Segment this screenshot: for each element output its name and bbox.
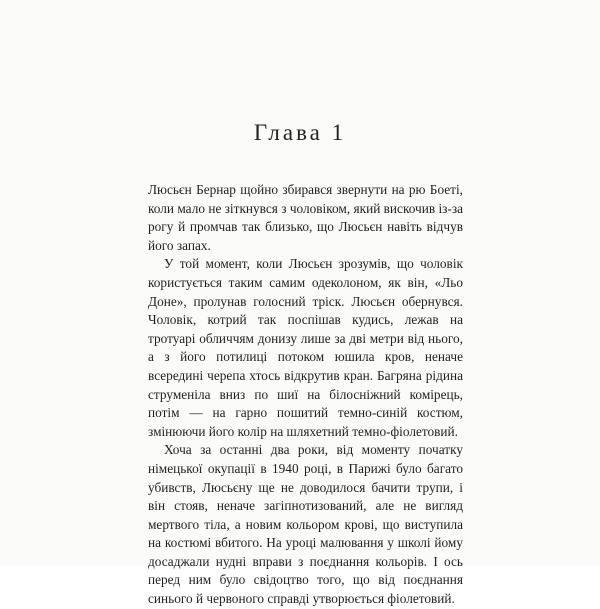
paragraph-2: У той момент, коли Люсьєн зрозумів, що чоловік користується таким самим одеколоном, як він, «Льо Доне», пролунав голосний тріск. Люсьєн обернувся. Чоловік, котрий так поспішав кудись, лежав на тротуарі обличчям донизу лише за дві метри від нього, а з його потилиці потоком юшила кров, неначе всередині черепа хтось відкрутив кран. Багряна рідина струменіла вниз по шиї на білосніжний комірець, потім — на гарно пошитий темно-синій костюм, змінюючи його колір на шляхетний темно-фіолетовий. [148,256,463,439]
paragraph-3: Хоча за останні два роки, від моменту початку німецької окупації в 1940 році, в Парижі було багато убивств, Люсьєну ще не доводилося бачити трупи, і він стояв, неначе загіпнотизований, але не вигляд мертвого тіла, а новим кольором крові, що виступила на костюмі вбитого. На уроці малювання у школі йому досаджали нудні вправи з поєднання кольорів. І ось перед ним було свідоцтво того, що від поєднання синього й червоного справді утворюється фіолетовий. [148,442,463,607]
chapter-body [148,181,463,609]
chapter-title: Глава 1 [253,120,347,145]
paragraph-1: Люсьєн Бернар щойно збирався звернути на рю Боеті, коли мало не зіткнувся з чоловіком, який вискочив із-за рогу й промчав так близько, що Люсьєн навіть відчув його запах. [148,182,463,253]
